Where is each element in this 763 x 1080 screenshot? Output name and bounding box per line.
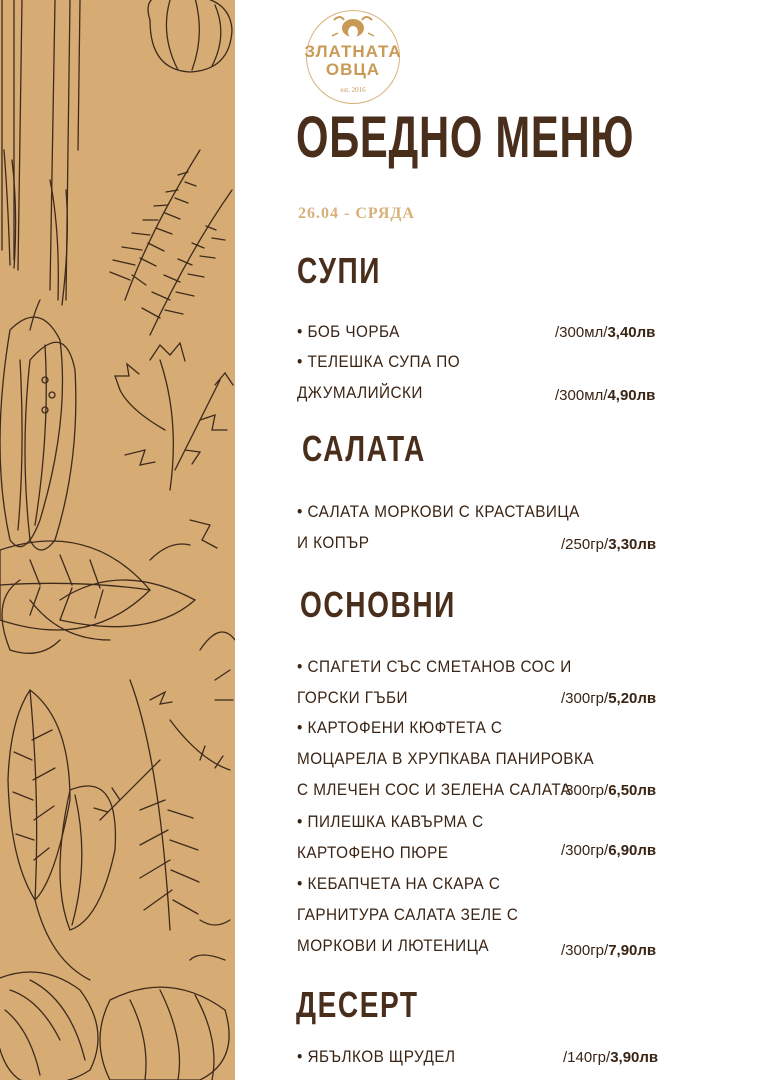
menu-item-line: • КЕБАПЧЕТА НА СКАРА С bbox=[297, 874, 501, 893]
menu-item-line: ДЖУМАЛИЙСКИ bbox=[297, 383, 423, 402]
portion-size: /300гр/ bbox=[561, 690, 609, 707]
section-heading-dessert: ДЕСЕРТ bbox=[296, 984, 419, 1025]
portion-size: /300гр/ bbox=[561, 942, 609, 959]
brand-logo bbox=[298, 6, 410, 102]
price-value: 6,50лв bbox=[608, 782, 657, 799]
menu-item-line: ГАРНИТУРА САЛАТА ЗЕЛЕ С bbox=[297, 905, 519, 924]
portion-size: /250гр/ bbox=[561, 536, 609, 553]
menu-item-line: МОЦАРЕЛА В ХРУПКАВА ПАНИРОВКА bbox=[297, 749, 594, 768]
portion-size: /300мл/ bbox=[555, 387, 608, 404]
price-value: 3,30лв bbox=[608, 536, 657, 553]
menu-item-line: КАРТОФЕНО ПЮРЕ bbox=[297, 843, 449, 862]
menu-item-price bbox=[561, 690, 656, 707]
menu-item-line: • ЯБЪЛКОВ ЩРУДЕЛ bbox=[297, 1047, 456, 1066]
portion-size: /140гр/ bbox=[563, 1049, 611, 1066]
portion-size: /300мл/ bbox=[555, 324, 608, 341]
botanical-illustration-panel bbox=[0, 0, 235, 1080]
menu-title: ОБЕДНО МЕНЮ bbox=[296, 105, 635, 170]
menu-item-price bbox=[561, 536, 656, 553]
portion-size: /300гр/ bbox=[561, 782, 609, 799]
portion-size: /300гр/ bbox=[561, 842, 609, 859]
price-value: 6,90лв bbox=[608, 842, 657, 859]
menu-item-line: С МЛЕЧЕН СОС И ЗЕЛЕНА САЛАТА bbox=[297, 780, 572, 799]
sheep-icon bbox=[332, 12, 374, 42]
price-value: 3,40лв bbox=[607, 324, 656, 341]
logo-name-line2: ОВЦА bbox=[325, 60, 381, 79]
menu-item-line: И КОПЪР bbox=[297, 533, 370, 552]
menu-item-price bbox=[555, 387, 655, 404]
section-heading-mains: ОСНОВНИ bbox=[300, 584, 456, 625]
menu-item-line: ГОРСКИ ГЪБИ bbox=[297, 688, 408, 707]
menu-item-line: • САЛАТА МОРКОВИ С КРАСТАВИЦА bbox=[297, 502, 580, 521]
menu-item-line: • ПИЛЕШКА КАВЪРМА С bbox=[297, 812, 484, 831]
menu-item-price bbox=[561, 782, 656, 799]
price-value: 4,90лв bbox=[607, 387, 656, 404]
section-heading-soups: СУПИ bbox=[297, 250, 381, 291]
price-value: 5,20лв bbox=[608, 690, 657, 707]
menu-item-line: МОРКОВИ И ЛЮТЕНИЦА bbox=[297, 936, 490, 955]
menu-item-price bbox=[555, 324, 655, 341]
section-heading-salad: САЛАТА bbox=[302, 428, 426, 469]
price-value: 7,90лв bbox=[608, 942, 657, 959]
menu-item-price bbox=[563, 1049, 658, 1066]
menu-item-line: • СПАГЕТИ СЪС СМЕТАНОВ СОС И bbox=[297, 657, 572, 676]
menu-item-price bbox=[561, 942, 656, 959]
menu-item-price bbox=[561, 842, 656, 859]
menu-date: 26.04 - СРЯДА bbox=[298, 205, 415, 222]
logo-established: est. 2016 bbox=[340, 86, 366, 94]
menu-item-line: • ТЕЛЕШКА СУПА ПО bbox=[297, 352, 461, 371]
herb-illustration-icon bbox=[0, 0, 235, 1080]
logo-name-line1: ЗЛАТНАТА bbox=[304, 42, 402, 61]
menu-item-line: • КАРТОФЕНИ КЮФТЕТА С bbox=[297, 718, 503, 737]
price-value: 3,90лв bbox=[610, 1049, 659, 1066]
menu-item-line: • БОБ ЧОРБА bbox=[297, 322, 400, 341]
